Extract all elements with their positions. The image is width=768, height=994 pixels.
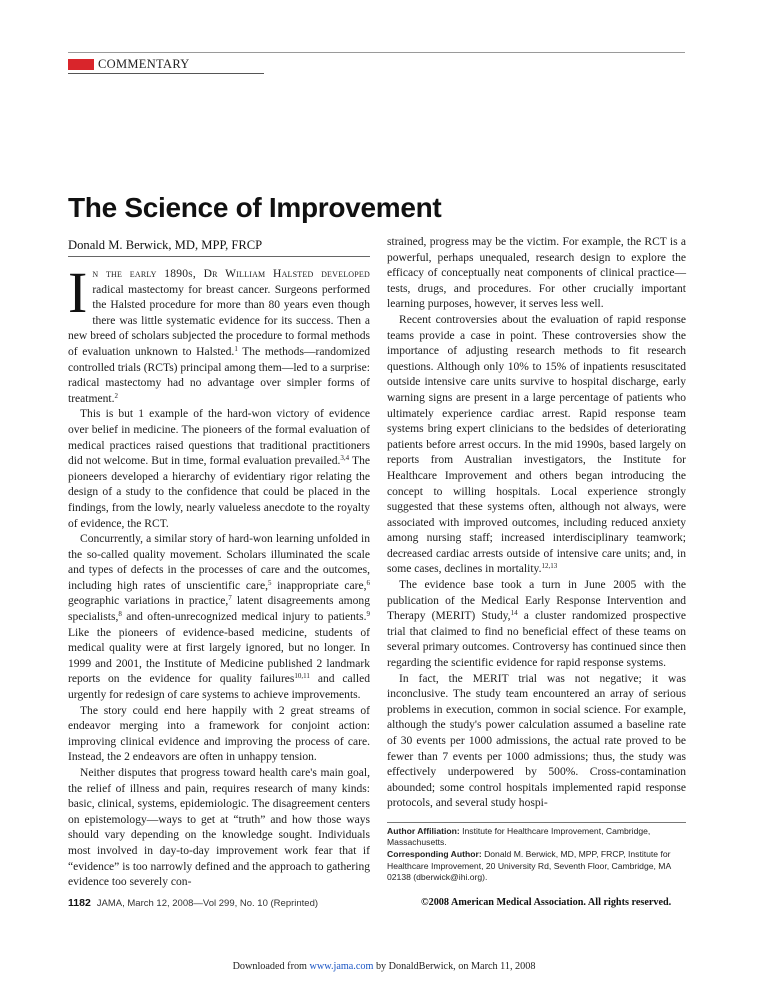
citation: 14 <box>510 609 518 618</box>
paragraph: The evidence base took a turn in June 2005 with the publication of the Medical Early Response Intervention and Therapy (MERIT) Study,$^{14}$ a cluster randomized prospective trial that claimed to find no beneficial effect of these teams on several primary outcomes. Controversy has continued since then regarding the scientific evidence for rapid response systems. <box>387 579 686 670</box>
citation: 12,13 <box>541 562 558 571</box>
affiliation-rule <box>387 822 686 823</box>
author-rule <box>68 256 370 257</box>
right-column <box>387 235 686 812</box>
paragraph: The story could end here happily with 2 great streams of endeavor merging into a framework for conjoint action: improving clinical evidence and improving the process of care. Instead, the 2 endeavors are often in unhappy tension. <box>68 704 370 764</box>
citation: 1 <box>234 344 238 353</box>
section-label: COMMENTARY <box>98 57 190 71</box>
author-affiliation: Author Affiliation: Institute for Healthcare Improvement, Cambridge, Massachusetts. Corresponding Author: Donald M. Berwick, MD, MPP, FRCP, Institute for Healthcare Improvement, 20 University Rd, Seventh Floor, Cambridge, MA 02138 (dberwick@ihi.org). <box>387 826 671 882</box>
citation: 2 <box>114 391 118 400</box>
paragraph: Recent controversies about the evaluation of rapid response teams provide a case in point. These controversies show the importance of adjusting research methods to fit research questions. Although only 10% to 15% of inpatients resuscitated outside intensive care units survive to hospital discharge, early warning signs are present in a large percentage of patients who ultimately experience cardiac arrest. Rapid response team systems bring expert clinicians to the bedsides of deteriorating patients before arrest occurs. In the mid 1990s, based largely on reports from Australian investigators, the Institute for Healthcare Improvement and others began introducing the concept to willing hospitals. Local experience strongly suggested that these systems often, although not always, were associated with improved outcomes, including reduced anxiety among nursing staff; increased interdisciplinary teamwork; decreased cardiac arrests outside of intensive care units; and, in some cases, declines in mortality.$^{12,13}$ <box>387 313 686 576</box>
footer-citation: 1182 JAMA, March 12, 2008—Vol 299, No. 10 (Reprinted) <box>68 897 319 909</box>
paragraph: Neither disputes that progress toward health care's main goal, the relief of illness and pain, requires research of many kinds: basic, clinical, systems, epidemiologic. The disagreement centers on epistemology—ways to get at “truth” and how those ways should vary depending on the knowledge sought. Individuals most involved in day-to-day improvement work fear that if “evidence” is too narrowly defined and the approach to gathering evidence too severely con- <box>68 767 370 889</box>
citation: 3,4 <box>340 454 350 463</box>
article-author: Donald M. Berwick, MD, MPP, FRCP <box>68 238 263 252</box>
download-notice: Downloaded from www.jama.com by DonaldBerwick, on March 11, 2008 <box>232 961 536 972</box>
header-rule <box>68 52 685 53</box>
section-color-bar <box>68 59 94 70</box>
section-underline <box>68 73 264 74</box>
left-column <box>68 260 370 891</box>
paragraph: In fact, the MERIT trial was not negative; it was inconclusive. The study team encountered an array of serious problems in execution, common in social science. For example, although the study's power calculation assumed a baseline rate of 30 events per 1000 admissions, the actual rate proved to be fewer than 7 events per 1000 admissions; thus, the study was effectively underpowered by 500%. Cross-contamination abounded; some control hospitals implemented rapid response protocols, and several study hospi- <box>387 672 686 810</box>
copyright: ©2008 American Medical Association. All rights reserved. <box>421 897 672 908</box>
paragraph: strained, progress may be the victim. For example, the RCT is a powerful, perhaps unequaled, research design to explore the efficacy of conceptually neat components of clinical practice—tests, drugs, and procedures. For other crucially important learning purposes, however, it serves less well. <box>387 236 686 311</box>
article-title: The Science of Improvement <box>68 192 442 223</box>
jama-link[interactable]: www.jama.com <box>309 961 374 972</box>
paragraph: This is but 1 example of the hard-won victory of evidence over belief in medicine. The pioneers of the formal evaluation of medical practices raised questions that traditional practitioners did not welcome. But in time, formal evaluation prevailed.$^{3,4}$ The pioneers developed a hierarchy of evidentiary rigor relating the design of a study to the confidence that could be placed in the findings, from the lowly, nearly valueless anecdote to the royalty of evidence, the RCT. <box>68 408 370 530</box>
paragraph: In the early 1890s, Dr William Halsted developed radical mastectomy for breast cancer. Surgeons performed the Halsted procedure for more than 80 years even though there was little systematic evidence for its success. Then a new breed of scholars subjected the procedure to formal methods of evaluation unknown to Halsted.$^1$ The methods—randomized controlled trials (RCTs) principal among them—led to a surprise: radical mastectomy had no advantage over simpler forms of treatment.$^2$ <box>68 260 370 405</box>
page-number: 1182 <box>68 897 91 909</box>
lead-in: n the early 1890s, Dr William Halsted developed <box>92 268 370 280</box>
drop-cap: I <box>68 260 88 325</box>
section-header <box>68 58 190 71</box>
paragraph: Concurrently, a similar story of hard-won learning unfolded in the so-called quality movement. Scholars illuminated the scale and types of defects in the processes of care and the outcomes, including high rates of unscientific care,$^5$ inappropriate care,$^6$ geographic variations in practice,$^7$ latent disagreements among specialists,$^8$ and often-unrecognized medical injury to patients.$^9$ Like the pioneers of evidence-based medicine, students of medical quality were at first largely ignored, but no longer. In 1999 and 2001, the Institute of Medicine published 2 landmark reports on the evidence for quality failures$^{10,11}$ and called urgently for redesign of care systems to achieve improvements. <box>68 533 370 702</box>
